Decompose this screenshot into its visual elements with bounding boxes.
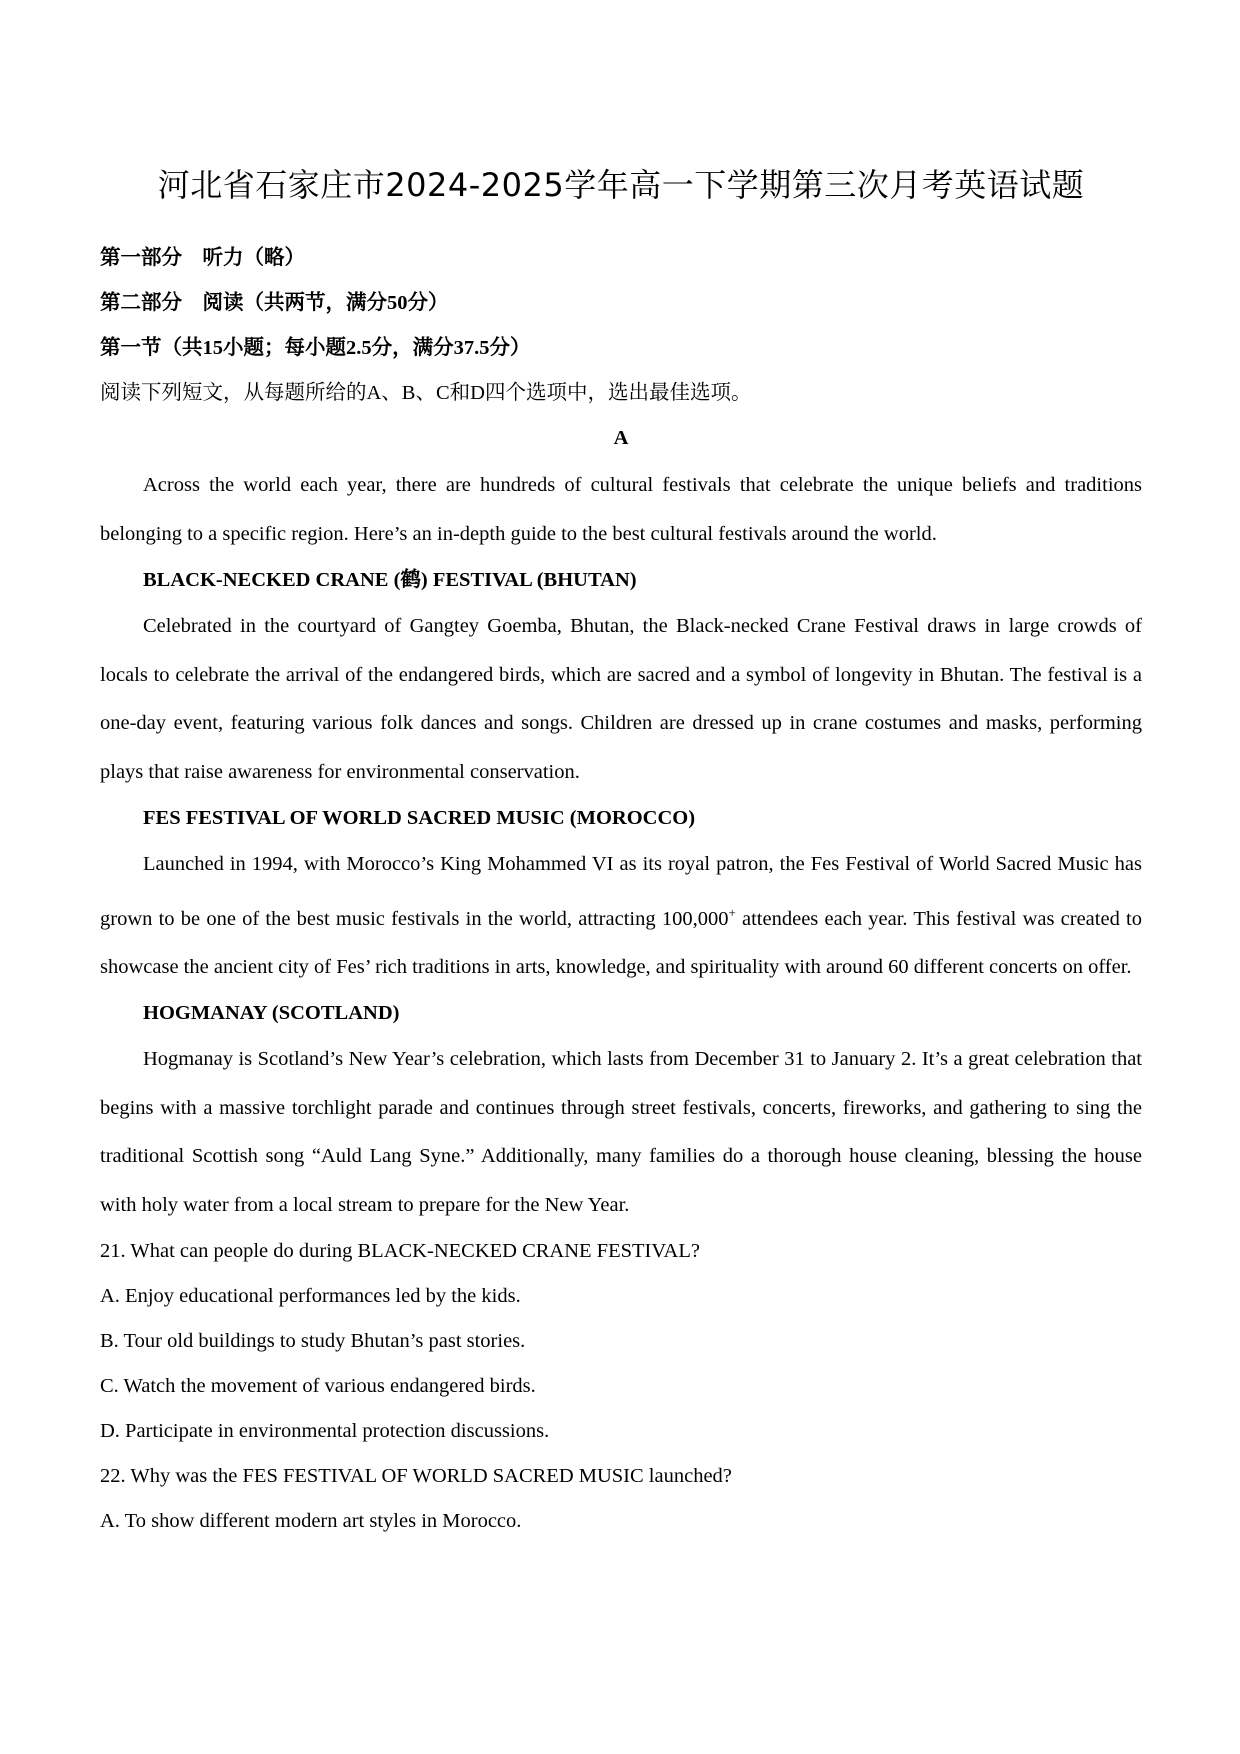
festival-heading: FES FESTIVAL OF WORLD SACRED MUSIC (MOROCCO) [143,807,696,829]
festival-body-text: attendees each year. This festival was created to showcase the ancient city of Fes’ rich traditions in arts, knowledge, and spirituality with around 60 different concerts on offer. [100,907,1142,978]
question-stem: 21. What can people do during BLACK-NECKED CRANE FESTIVAL? [100,1240,700,1263]
part2-heading: 第二部分 阅读（共两节，满分50分） [100,292,449,314]
festival-heading: BLACK-NECKED CRANE (鹤) FESTIVAL (BHUTAN) [143,569,637,591]
instructions: 阅读下列短文，从每题所给的A、B、C和D四个选项中，选出最佳选项。 [100,382,752,404]
passage-intro: Across the world each year, there are hundreds of cultural festivals that celebrate the unique beliefs and traditions belonging to a specific region. Here’s an in-depth guide to the best cultural festivals around the world. [100,474,1142,545]
question-stem: 22. Why was the FES FESTIVAL OF WORLD SACRED MUSIC launched? [100,1465,732,1488]
answer-option: B. Tour old buildings to study Bhutan’s past stories. [100,1330,526,1353]
answer-option: C. Watch the movement of various endangered birds. [100,1375,536,1398]
answer-option: D. Participate in environmental protection discussions. [100,1420,550,1443]
superscript-plus: + [728,904,736,920]
festival-body-text: Launched in 1994, with Morocco’s King Mohammed VI as its royal patron, the Fes Festival of World Sacred Music has grown to be one of the best music festivals in the world, attracting 100,000 [100,853,1142,930]
part1-heading: 第一部分 听力（略） [100,247,305,269]
passage-label: A [613,427,629,449]
page-title: 河北省石家庄市2024-2025学年高一下学期第三次月考英语试题 [157,166,1085,204]
answer-option: A. Enjoy educational performances led by the kids. [100,1285,521,1308]
festival-body: Celebrated in the courtyard of Gangtey Goemba, Bhutan, the Black-necked Crane Festival draws in large crowds of locals to celebrate the arrival of the endangered birds, which are sacred and a symbol of longevity in Bhutan. The festival is a one-day event, featuring various folk dances and songs. Children are dressed up in crane costumes and masks, performing plays that raise awareness for environmental conservation. [100,615,1142,783]
section1-heading: 第一节（共15小题；每小题2.5分，满分37.5分） [100,337,531,359]
festival-body [100,840,1142,991]
festival-body: Hogmanay is Scotland’s New Year’s celebration, which lasts from December 31 to January 2. It’s a great celebration that begins with a massive torchlight parade and continues through street festivals, concerts, fireworks, and gathering to sing the traditional Scottish song “Auld Lang Syne.” Additionally, many families do a thorough house cleaning, blessing the house with holy water from a local stream to prepare for the New Year. [100,1048,1142,1216]
answer-option: A. To show different modern art styles in Morocco. [100,1510,522,1533]
festival-heading: HOGMANAY (SCOTLAND) [143,1002,400,1025]
